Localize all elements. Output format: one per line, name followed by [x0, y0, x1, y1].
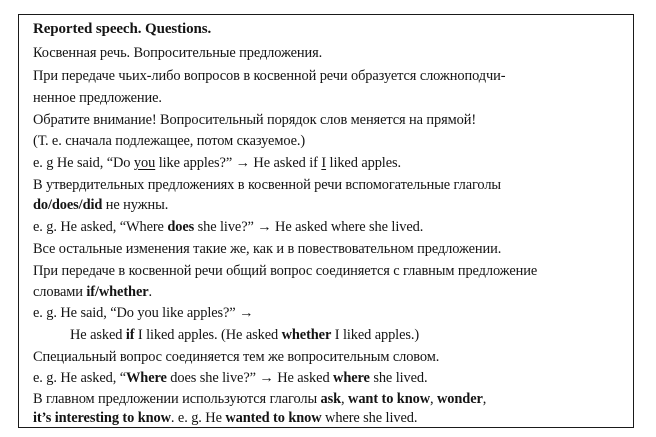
- example-line-3: e. g. He said, “Do you like apples?” →: [33, 305, 254, 321]
- bold-term: where: [333, 370, 370, 386]
- example-line-1: [33, 154, 633, 172]
- example-text: e. g. He asked, “: [33, 370, 126, 386]
- text-line-7: [33, 196, 633, 214]
- example-line-2: [33, 218, 633, 236]
- bold-term: want to know: [348, 391, 430, 407]
- section-title: Reported speech. Questions.: [33, 21, 212, 37]
- example-line-4: [70, 326, 656, 344]
- bold-term: if/whether: [86, 284, 149, 300]
- example-text: He asked: [70, 327, 126, 343]
- bold-term: ask: [320, 391, 342, 407]
- text: В главном предложении используются глаголы: [33, 391, 321, 407]
- bold-term: Where: [126, 370, 167, 386]
- text-line-6: В утвердительных предложениях в косвенной речи вспомогательные глаголы: [33, 177, 501, 193]
- text-line-4: Обратите внимание! Вопросительный порядок слов меняется на прямой!: [33, 112, 477, 128]
- example-text: e. g He said, “Do: [33, 155, 134, 171]
- underlined-subject: I: [321, 155, 327, 171]
- underlined-subject: you: [133, 155, 156, 171]
- example-text: does she live?” → He asked: [166, 370, 334, 386]
- example-text: e. g. He asked, “Where: [33, 219, 168, 235]
- bold-term: does: [167, 219, 195, 235]
- example-text: I liked apples. (He asked: [134, 327, 282, 343]
- example-text: like apples?” → He asked if: [155, 155, 322, 171]
- text: ,: [430, 391, 437, 407]
- text: ,: [341, 391, 349, 407]
- example-text: I liked apples.): [331, 327, 420, 343]
- text-line-2: При передаче чьих-либо вопросов в косвенной речи образуется сложноподчи-: [33, 68, 506, 84]
- example-line-5: [33, 369, 633, 387]
- bold-term: wonder: [437, 391, 483, 407]
- text: словами: [33, 284, 87, 300]
- text: не нужны.: [102, 197, 169, 213]
- example-text: she lived.: [369, 370, 428, 386]
- bold-term: if: [125, 327, 135, 343]
- text-line-13: [33, 409, 633, 427]
- text-line-11: Специальный вопрос соединяется тем же вопросительным словом.: [33, 349, 440, 365]
- bold-term: whether: [281, 327, 332, 343]
- text: .: [148, 284, 153, 300]
- text-line-10: [33, 283, 633, 301]
- text: ,: [482, 391, 487, 407]
- bold-term: do/does/did: [33, 197, 103, 213]
- text-line-5: (Т. е. сначала подлежащее, потом сказуемое.): [33, 133, 306, 149]
- example-text: liked apples.: [326, 155, 401, 171]
- text-line-8: Все остальные изменения такие же, как и в повествовательном предложении.: [33, 241, 502, 257]
- bold-term: it’s interesting to know: [33, 410, 171, 426]
- bold-term: wanted to know: [225, 410, 322, 426]
- text-line-12: [33, 390, 633, 408]
- text-line-9: При передаче в косвенной речи общий вопрос соединяется с главным предложение: [33, 263, 538, 279]
- example-text: she live?” → He asked where she lived.: [194, 219, 424, 235]
- text-line-1: Косвенная речь. Вопросительные предложения.: [33, 45, 323, 61]
- text: where she lived.: [321, 410, 418, 426]
- text-line-3: ненное предложение.: [33, 90, 162, 106]
- text: . e. g. He: [170, 410, 226, 426]
